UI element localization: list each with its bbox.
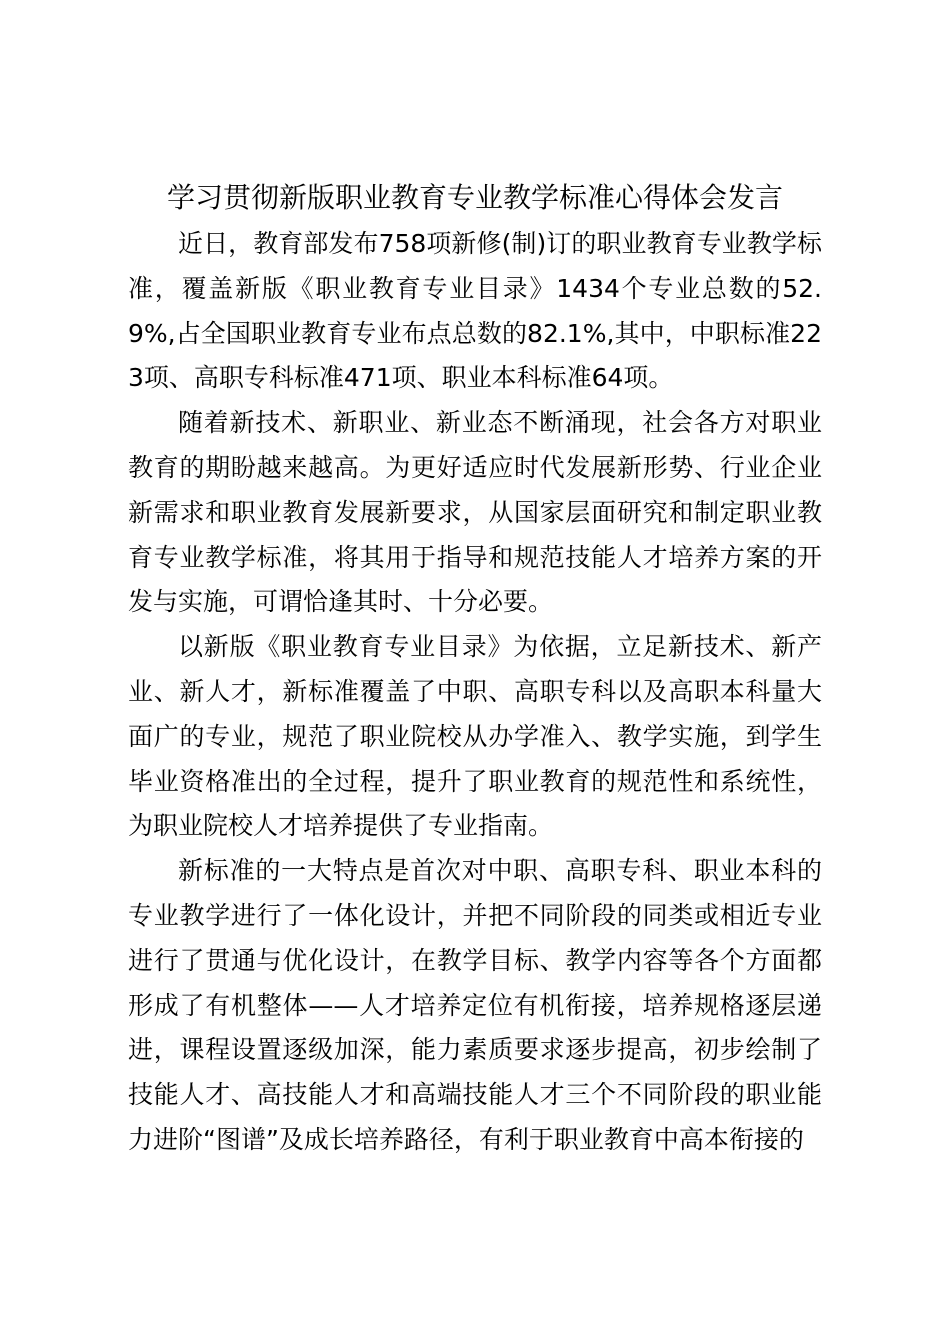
document-body (128, 222, 822, 1163)
paragraph: 新标准的一大特点是首次对中职、高职专科、职业本科的专业教学进行了一体化设计，并把不同阶段的同类或相近专业进行了贯通与优化设计，在教学目标、教学内容等各个方面都形成了有机整体——人才培养定位有机衔接，培养规格逐层递进，课程设置逐级加深，能力素质要求逐步提高，初步绘制了技能人才、高技能人才和高端技能人才三个不同阶段的职业能力进阶“图谱”及成长培养路径，有利于职业教育中高本衔接的 (128, 856, 822, 1154)
paragraph: 以新版《职业教育专业目录》为依据，立足新技术、新产业、新人才，新标准覆盖了中职、高职专科以及高职本科量大面广的专业，规范了职业院校从办学准入、教学实施，到学生毕业资格准出的全过程，提升了职业教育的规范性和系统性，为职业院校人才培养提供了专业指南。 (128, 632, 822, 841)
paragraph: 近日，教育部发布758项新修(制)订的职业教育专业教学标准，覆盖新版《职业教育专业目录》1434个专业总数的52.9%,占全国职业教育专业布点总数的82.1%,其中，中职标准223项、高职专科标准471项、职业本科标准64项。 (128, 229, 822, 393)
paragraph: 随着新技术、新职业、新业态不断涌现，社会各方对职业教育的期盼越来越高。为更好适应时代发展新形势、行业企业新需求和职业教育发展新要求，从国家层面研究和制定职业教育专业教学标准，将其用于指导和规范技能人才培养方案的开发与实施，可谓恰逢其时、十分必要。 (128, 408, 822, 617)
document-title: 学习贯彻新版职业教育专业教学标准心得体会发言 (166, 181, 783, 214)
